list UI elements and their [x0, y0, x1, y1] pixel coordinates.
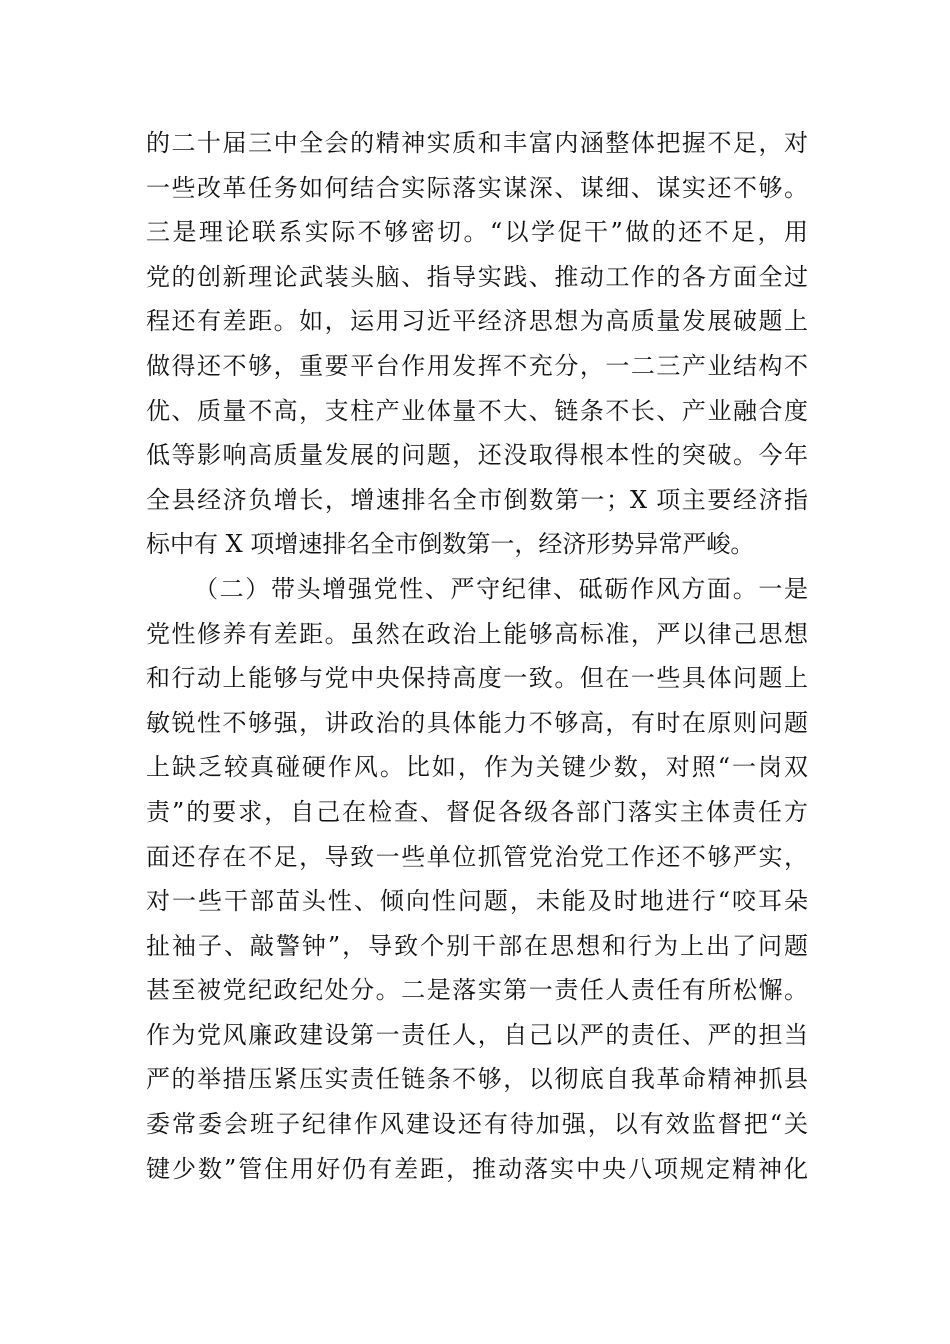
text-line: 作为党风廉政建设第一责任人，自己以严的责任、严的担当	[146, 1020, 808, 1049]
text-line: 程还有差距。如，运用习近平经济思想为高质量发展破题上	[146, 307, 808, 336]
text-line: 键少数”管住用好仍有差距，推动落实中央八项规定精神化	[146, 1154, 808, 1183]
body-text	[146, 121, 808, 1191]
text-line: 和行动上能够与党中央保持高度一致。但在一些具体问题上	[146, 664, 808, 693]
text-line: 对一些干部苗头性、倾向性问题，未能及时地进行“咬耳朵	[146, 887, 808, 916]
text-line: 敏锐性不够强，讲政治的具体能力不够高，有时在原则问题	[146, 708, 808, 737]
section-heading-line: （二）带头增强党性、严守纪律、砥砺作风方面。一是	[194, 574, 808, 603]
text-line: 优、质量不高，支柱产业体量不大、链条不长、产业融合度	[146, 396, 808, 425]
text-line: 标中有 X 项增速排名全市倒数第一，经济形势异常严峻。	[146, 530, 755, 559]
text-line: 严的举措压紧压实责任链条不够，以彻底自我革命精神抓县	[146, 1065, 808, 1094]
text-line: 做得还不够，重要平台作用发挥不充分，一二三产业结构不	[146, 351, 808, 380]
text-line: 党性修养有差距。虽然在政治上能够高标准，严以律己思想	[146, 619, 808, 648]
text-line: 的二十届三中全会的精神实质和丰富内涵整体把握不足，对	[146, 129, 808, 157]
text-line: 责”的要求，自己在检查、督促各级各部门落实主体责任方	[146, 797, 808, 826]
text-line: 甚至被党纪政纪处分。二是落实第一责任人责任有所松懈。	[146, 976, 808, 1005]
text-line: 三是理论联系实际不够密切。“以学促干”做的还不足，用	[146, 218, 808, 247]
text-line: 全县经济负增长，增速排名全市倒数第一；X 项主要经济指	[146, 485, 808, 514]
text-line: 上缺乏较真碰硬作风。比如，作为关键少数，对照“一岗双	[146, 753, 808, 782]
text-line: 委常委会班子纪律作风建设还有待加强，以有效监督把“关	[146, 1110, 808, 1139]
text-line: 一些改革任务如何结合实际落实谋深、谋细、谋实还不够。	[146, 173, 808, 202]
text-line: 党的创新理论武装头脑、指导实践、推动工作的各方面全过	[146, 262, 808, 291]
text-line: 面还存在不足，导致一些单位抓管党治党工作还不够严实，	[146, 842, 808, 871]
text-line: 扯袖子、敲警钟”，导致个别干部在思想和行为上出了问题	[146, 931, 808, 960]
text-line: 低等影响高质量发展的问题，还没取得根本性的突破。今年	[146, 441, 808, 470]
